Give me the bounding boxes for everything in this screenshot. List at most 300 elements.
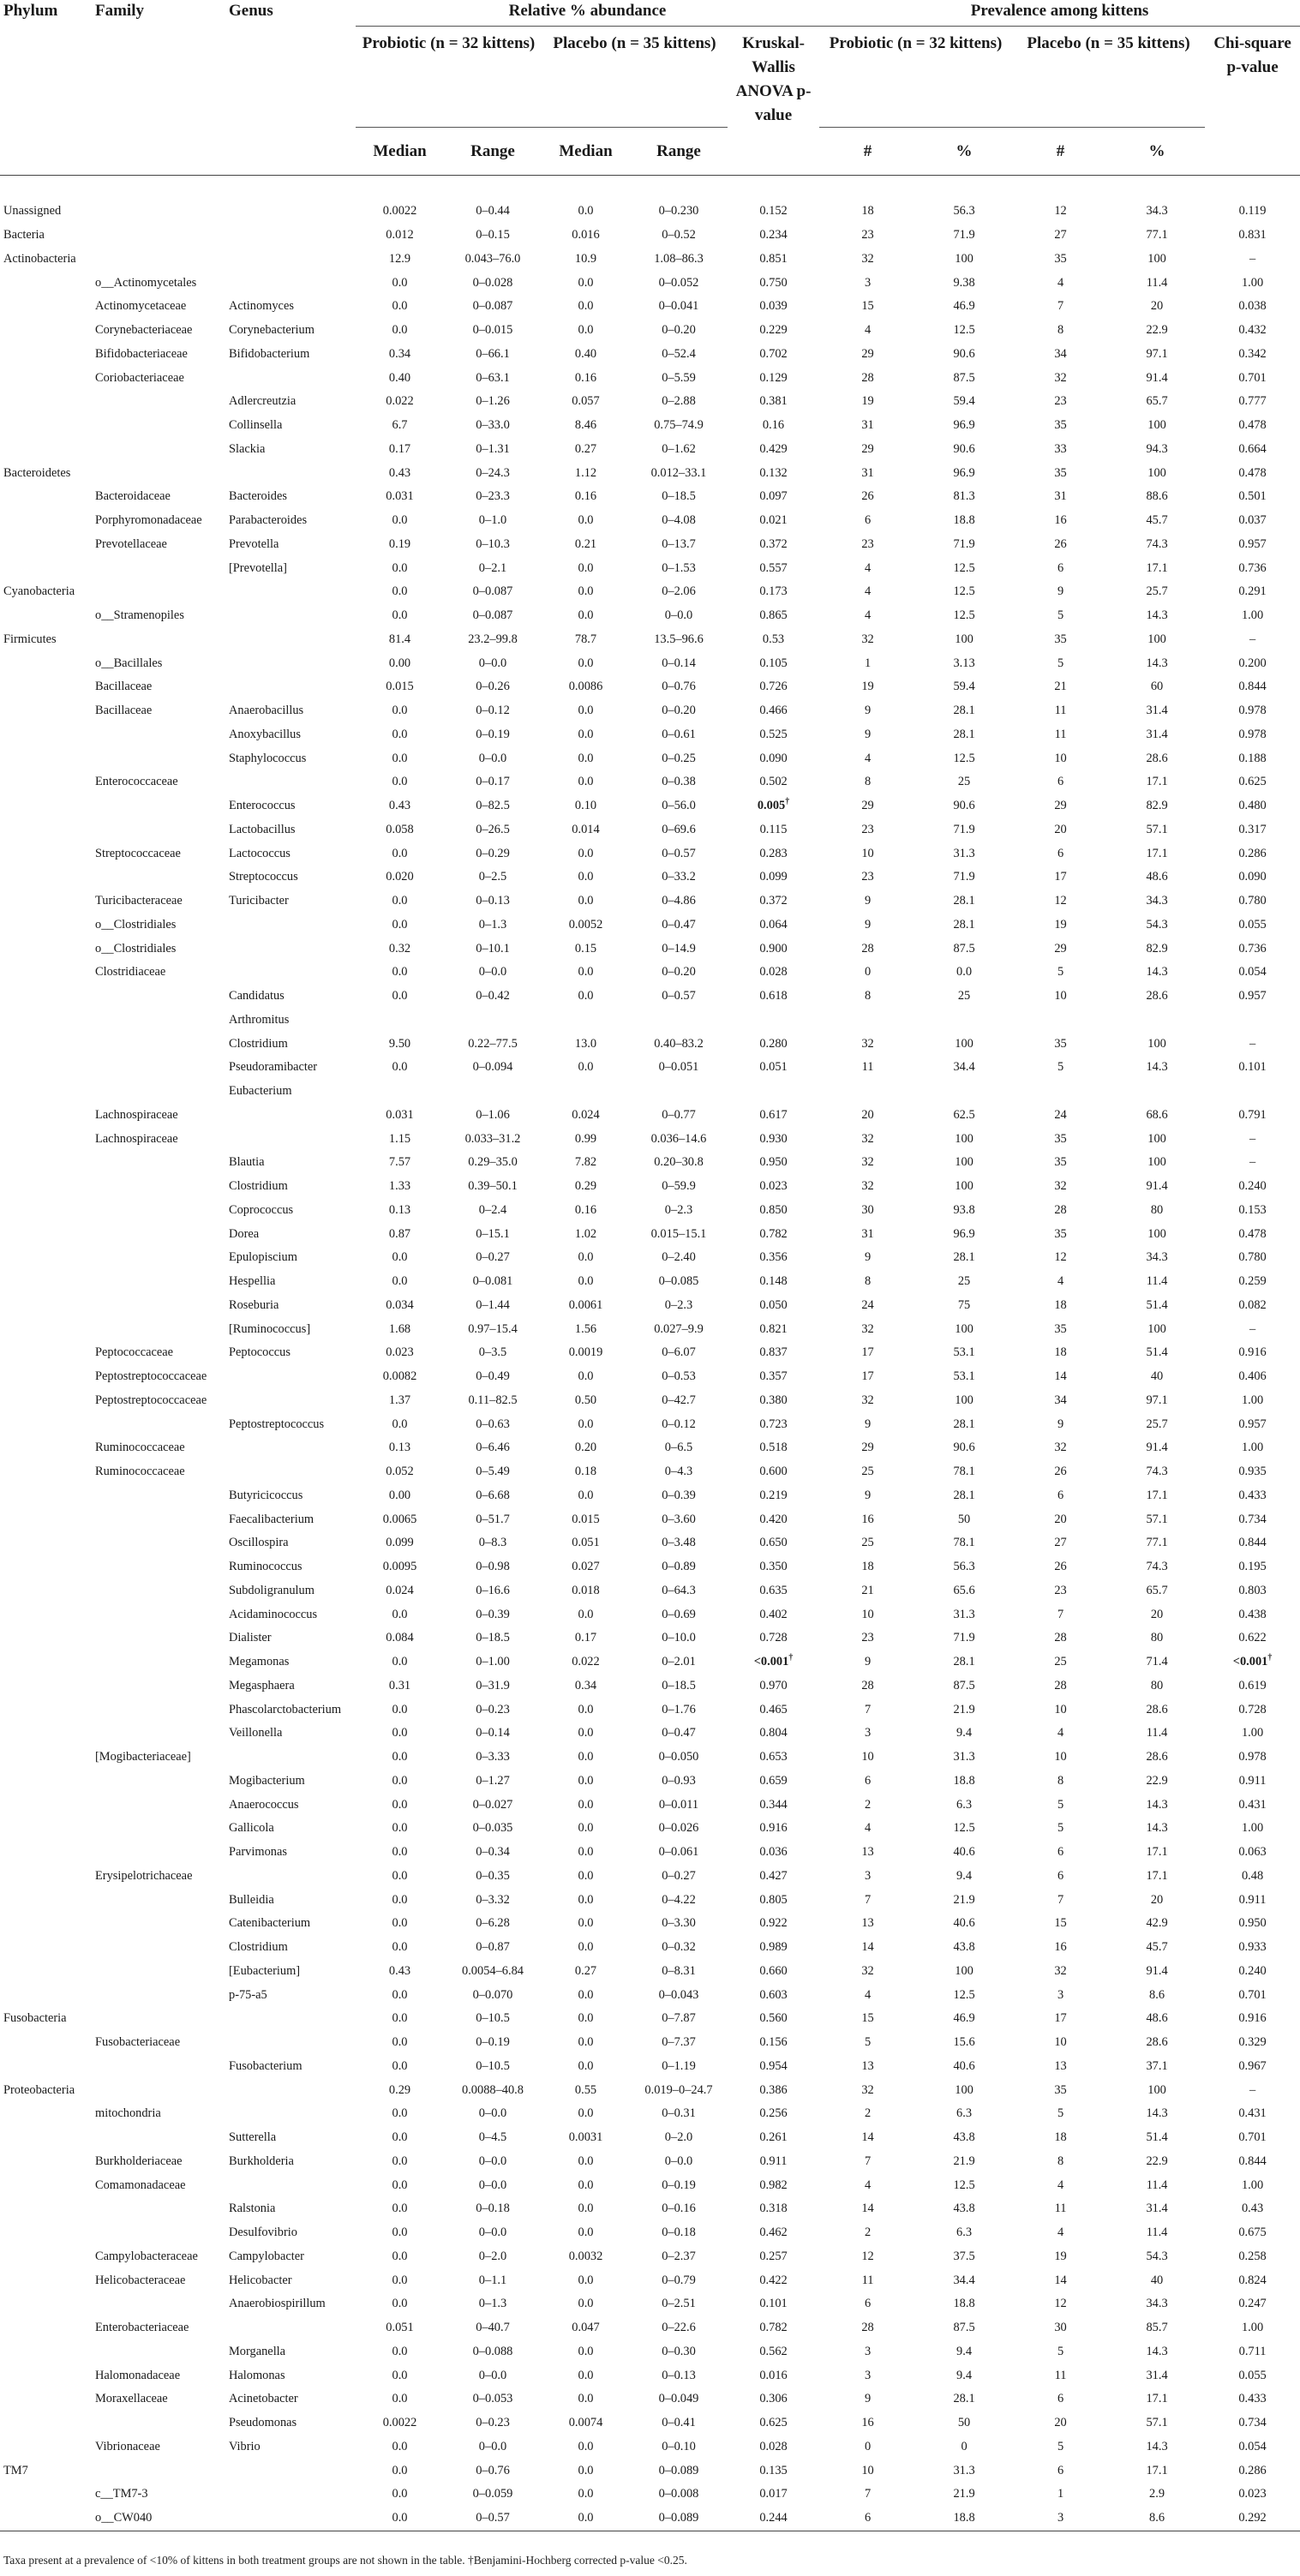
- cell-probiotic-percent: 9.38: [953, 275, 975, 290]
- cell-phylum: [0, 1531, 92, 1555]
- cell-probiotic-percent: 12.5: [953, 608, 975, 623]
- cell-placebo-range: 0–0.53: [662, 1369, 696, 1384]
- cell-placebo-median: 0.0: [578, 2344, 594, 2358]
- table-row: [0, 2221, 1300, 2245]
- cell-family: [92, 1960, 225, 1984]
- cell-placebo-count: 5: [1057, 656, 1064, 670]
- cell-genus: [225, 200, 356, 224]
- cell-placebo-count: 23: [1054, 394, 1067, 409]
- prevalence-header: Prevalence among kittens: [819, 0, 1300, 26]
- cell-family: Porphyromonadaceae: [95, 513, 202, 528]
- cell-probiotic-count: 32: [861, 1321, 874, 1336]
- cell-phylum: [0, 1983, 92, 2007]
- cell-placebo-range: 0–7.37: [662, 2035, 696, 2050]
- cell-probiotic-count: 3: [864, 1868, 872, 1883]
- cell-probiotic-range: 0–15.1: [476, 1226, 510, 1241]
- cell-phylum: [0, 2197, 92, 2221]
- cell-genus: [225, 651, 356, 675]
- cell-kruskal-p: 0.357: [759, 1369, 788, 1384]
- cell-placebo-count: 3: [1057, 1987, 1064, 2002]
- cell-placebo-range: 0–0.27: [662, 1868, 696, 1883]
- cell-family: Bacillaceae: [95, 680, 153, 694]
- cell-probiotic-median: 0.020: [386, 870, 414, 884]
- median-header: Median: [373, 141, 427, 160]
- cell-probiotic-range: 0–6.46: [476, 1441, 510, 1455]
- cell-family: [92, 176, 225, 201]
- table-row: [0, 2387, 1300, 2411]
- cell-probiotic-median: 0.0: [392, 2154, 408, 2168]
- cell-probiotic-median: 0.0: [392, 2249, 408, 2263]
- cell-placebo-median: 0.0032: [568, 2249, 603, 2263]
- cell-probiotic-count: 7: [864, 1702, 872, 1716]
- cell-probiotic-median: 1.37: [388, 1393, 411, 1407]
- cell-placebo-median: 0.0: [578, 584, 594, 599]
- cell-family: Lachnospiraceae: [95, 1107, 178, 1122]
- cell-probiotic-range: 0–33.0: [476, 418, 510, 433]
- cell-probiotic-percent: 28.1: [953, 727, 975, 741]
- cell-chi-square-p: 0.780: [1238, 894, 1267, 908]
- cell-placebo-range: 0.019–0–24.7: [644, 2082, 713, 2097]
- cell-kruskal-p: 0.017: [759, 2487, 788, 2501]
- cell-kruskal-p: 0.402: [759, 1607, 788, 1621]
- cell-probiotic-count: 11: [861, 2273, 874, 2287]
- cell-genus: Dorea: [229, 1226, 260, 1241]
- cell-probiotic-median: 0.0: [392, 1250, 408, 1265]
- cell-placebo-percent: 20: [1150, 1607, 1164, 1621]
- cell-chi-square-p: 0.478: [1238, 418, 1267, 433]
- cell-placebo-range: 0–0.061: [658, 1845, 699, 1860]
- cell-placebo-range: 0.036–14.6: [650, 1131, 707, 1146]
- count-header: #: [863, 141, 872, 160]
- cell-probiotic-count: 28: [861, 941, 874, 956]
- cell-family: [92, 1484, 225, 1508]
- cell-family: [92, 1579, 225, 1603]
- cell-genus: Morganella: [229, 2344, 286, 2358]
- cell-placebo-count: 27: [1054, 228, 1067, 243]
- cell-chi-square-p: 0.625: [1238, 775, 1267, 789]
- cell-phylum: [0, 271, 92, 295]
- cell-probiotic-median: 0.0: [392, 299, 408, 314]
- cell-kruskal-p: 0.557: [759, 560, 788, 575]
- cell-kruskal-p: 0.625: [759, 2416, 788, 2430]
- cell-placebo-percent: 28.6: [1146, 1702, 1168, 1716]
- cell-kruskal-p: 0.244: [759, 2511, 788, 2525]
- cell-genus: Streptococcus: [229, 870, 298, 884]
- cell-probiotic-median: 0.0: [392, 2106, 408, 2121]
- cell-probiotic-median: 0.0: [392, 1607, 408, 1621]
- cell-family: Comamonadaceae: [95, 2178, 186, 2192]
- cell-placebo-median: 0.27: [574, 441, 597, 456]
- cell-genus: Arthromitus: [229, 1012, 290, 1027]
- cell-probiotic-percent: 53.1: [953, 1369, 975, 1384]
- cell-phylum: [0, 1555, 92, 1579]
- cell-probiotic-median: 1.15: [388, 1131, 411, 1146]
- cell-placebo-range: 0–3.48: [662, 1536, 696, 1550]
- cell-chi-square-p: –: [1249, 2082, 1256, 2097]
- cell-placebo-median: 0.0: [578, 2202, 594, 2216]
- table-row: [0, 1936, 1300, 1960]
- cell-chi-square-p: 0.734: [1238, 2416, 1267, 2430]
- cell-probiotic-count: 31: [861, 418, 874, 433]
- cell-phylum: [0, 2340, 92, 2364]
- cell-family: [92, 1175, 225, 1199]
- cell-genus: Sutterella: [229, 2130, 277, 2145]
- cell-probiotic-percent: 59.4: [953, 680, 975, 694]
- cell-chi-square-p: 0.501: [1238, 489, 1267, 504]
- cell-family: o__CW040: [95, 2511, 153, 2525]
- cell-genus: [225, 770, 356, 794]
- cell-chi-square-p: 0.286: [1238, 2463, 1267, 2477]
- cell-placebo-percent: 65.7: [1146, 394, 1168, 409]
- cell-family: [92, 461, 225, 485]
- cell-chi-square-p: –: [1249, 1155, 1256, 1170]
- cell-placebo-median: 0.0: [578, 275, 594, 290]
- cell-placebo-count: 5: [1057, 965, 1064, 979]
- cell-probiotic-median: 0.0: [392, 1892, 408, 1907]
- table-row: [0, 556, 1300, 580]
- cell-chi-square-p: 0.777: [1238, 394, 1267, 409]
- cell-placebo-median: 0.0: [578, 1892, 594, 1907]
- cell-probiotic-count: 19: [861, 394, 874, 409]
- cell-placebo-range: 0–1.53: [662, 560, 696, 575]
- cell-chi-square-p: –: [1249, 1321, 1256, 1336]
- cell-probiotic-median: 0.058: [386, 822, 414, 836]
- cell-kruskal-p: 0.021: [759, 513, 788, 528]
- cell-placebo-count: [1012, 176, 1109, 201]
- cell-probiotic-count: 2: [864, 1797, 872, 1812]
- table-row: [0, 1294, 1300, 1318]
- table-row: [0, 2173, 1300, 2197]
- relative-abundance-header: Relative % abundance: [356, 0, 819, 26]
- cell-probiotic-percent: 78.1: [953, 1465, 975, 1479]
- cell-placebo-median: 0.34: [574, 1678, 597, 1692]
- cell-placebo-count: 35: [1054, 418, 1067, 433]
- cell-placebo-count: 32: [1054, 370, 1067, 385]
- cell-placebo-median: 0.0: [578, 2273, 594, 2287]
- cell-chi-square-p: 0.911: [1238, 1892, 1267, 1907]
- cell-probiotic-median: 0.024: [386, 1583, 414, 1597]
- cell-family: Prevotellaceae: [95, 536, 167, 551]
- cell-probiotic-range: 0–0.63: [476, 1417, 510, 1431]
- table-row: [0, 1317, 1300, 1341]
- cell-family: [92, 1056, 225, 1080]
- cell-placebo-percent: 71.4: [1146, 1655, 1168, 1669]
- cell-probiotic-percent: 12.5: [953, 2178, 975, 2192]
- cell-phylum: [0, 1294, 92, 1318]
- cell-probiotic-median: 0.0: [392, 917, 408, 932]
- cell-probiotic-range: 0–1.0: [478, 513, 507, 528]
- cell-kruskal-p: 0.518: [759, 1441, 788, 1455]
- cell-placebo-count: 12: [1054, 2297, 1067, 2311]
- table-row: [0, 985, 1300, 1009]
- cell-probiotic-count: 29: [861, 1441, 874, 1455]
- cell-placebo-range: 0–18.5: [662, 489, 696, 504]
- cell-kruskal-p: 0.525: [759, 727, 788, 741]
- cell-placebo-percent: 11.4: [1146, 1726, 1168, 1740]
- table-row: [0, 937, 1300, 961]
- cell-kruskal-p: 0.782: [759, 2321, 788, 2335]
- cell-placebo-range: 0–59.9: [662, 1179, 696, 1194]
- cell-placebo-range: 0–5.59: [662, 370, 696, 385]
- cell-family: Peptostreptococcaceae: [95, 1393, 207, 1407]
- cell-kruskal-p: 0.989: [759, 1940, 788, 1955]
- cell-placebo-median: 0.99: [574, 1131, 597, 1146]
- cell-phylum: [0, 1317, 92, 1341]
- cell-placebo-range: 0–56.0: [662, 799, 696, 813]
- cell-kruskal-p: 0.028: [759, 2439, 788, 2453]
- cell-probiotic-count: 7: [864, 2487, 872, 2501]
- cell-probiotic-median: 0.13: [388, 1441, 411, 1455]
- cell-placebo-percent: 20: [1150, 299, 1164, 314]
- cell-placebo-range: 0.75–74.9: [654, 418, 704, 433]
- cell-placebo-count: 4: [1057, 2226, 1064, 2240]
- cell-placebo-median: 0.50: [574, 1393, 597, 1407]
- cell-placebo-count: 10: [1054, 2035, 1067, 2050]
- cell-placebo-percent: 11.4: [1146, 2226, 1168, 2240]
- cell-probiotic-count: 15: [861, 299, 874, 314]
- cell-genus: Corynebacterium: [229, 323, 315, 338]
- cell-probiotic-percent: 59.4: [953, 394, 975, 409]
- cell-kruskal-p: 0.386: [759, 2082, 788, 2097]
- cell-phylum: [0, 890, 92, 914]
- cell-probiotic-percent: 43.8: [953, 1940, 975, 1955]
- cell-phylum: [0, 438, 92, 462]
- cell-probiotic-median: 0.0: [392, 1750, 408, 1764]
- cell-probiotic-percent: 71.9: [953, 822, 975, 836]
- cell-probiotic-median: 0.0: [392, 1821, 408, 1836]
- cell-probiotic-range: 0–0.39: [476, 1607, 510, 1621]
- probiotic-abundance-header: Probiotic (n = 32 kittens): [356, 26, 542, 128]
- cell-probiotic-range: 0–0.0: [478, 2439, 507, 2453]
- cell-placebo-percent: 40: [1150, 2273, 1164, 2287]
- cell-probiotic-percent: 21.9: [953, 2154, 975, 2168]
- cell-kruskal-p: 0.050: [759, 1297, 788, 1312]
- table-row: [0, 746, 1300, 770]
- cell-probiotic-count: 3: [864, 275, 872, 290]
- cell-genus: Vibrio: [229, 2439, 261, 2453]
- cell-probiotic-percent: 0.0: [956, 965, 973, 979]
- cell-probiotic-count: 10: [861, 846, 874, 860]
- cell-probiotic-range: 0–0.19: [476, 2035, 510, 2050]
- cell-probiotic-median: 0.0: [392, 1868, 408, 1883]
- table-row: [0, 2245, 1300, 2269]
- cell-probiotic-range: 0–0.0: [478, 751, 507, 765]
- cell-phylum: [0, 2126, 92, 2150]
- cell-placebo-count: 30: [1054, 2321, 1067, 2335]
- cell-placebo-median: 0.0: [578, 1250, 594, 1265]
- cell-kruskal-p: 0.372: [759, 536, 788, 551]
- cell-probiotic-percent: 100: [955, 1179, 974, 1194]
- cell-probiotic-percent: 28.1: [953, 1488, 975, 1502]
- cell-family: [92, 866, 225, 890]
- cell-placebo-count: 17: [1054, 870, 1067, 884]
- cell-family: [92, 2055, 225, 2079]
- cell-placebo-count: 34: [1054, 346, 1067, 361]
- cell-family: [92, 2007, 225, 2031]
- cell-placebo-range: 0–0.043: [658, 1987, 699, 2002]
- cell-kruskal-p: 0.051: [759, 1060, 788, 1075]
- cell-probiotic-count: 32: [861, 632, 874, 646]
- cell-family: [92, 794, 225, 818]
- cell-probiotic-median: [356, 1009, 444, 1033]
- count-header: #: [1056, 141, 1065, 160]
- cell-placebo-count: 4: [1057, 1274, 1064, 1289]
- cell-probiotic-range: 0.97–15.4: [468, 1321, 518, 1336]
- cell-probiotic-range: 0–2.1: [478, 560, 507, 575]
- cell-probiotic-percent: 100: [955, 1963, 974, 1978]
- cell-phylum: [0, 1698, 92, 1722]
- cell-probiotic-count: 18: [861, 204, 874, 219]
- cell-probiotic-percent: 28.1: [953, 1655, 975, 1669]
- cell-kruskal-p: 0.016: [759, 2368, 788, 2382]
- cell-probiotic-count: 23: [861, 228, 874, 243]
- cell-chi-square-p: 0.664: [1238, 441, 1267, 456]
- cell-family: [92, 1603, 225, 1626]
- cell-placebo-range: 0–0.0: [664, 2154, 693, 2168]
- cell-placebo-median: 0.0031: [568, 2130, 603, 2145]
- cell-phylum: [0, 914, 92, 938]
- cell-probiotic-percent: 90.6: [953, 799, 975, 813]
- table-row: [0, 770, 1300, 794]
- cell-kruskal-p: 0.930: [759, 1131, 788, 1146]
- cell-genus: Subdoligranulum: [229, 1583, 315, 1597]
- cell-placebo-median: 0.0: [578, 2035, 594, 2050]
- cell-probiotic-range: 0–0.87: [476, 1940, 510, 1955]
- table-row: [0, 200, 1300, 224]
- table-row: [0, 1056, 1300, 1080]
- cell-probiotic-range: 0–16.6: [476, 1583, 510, 1597]
- cell-probiotic-median: 0.031: [386, 489, 414, 504]
- cell-placebo-range: 0–0.89: [662, 1560, 696, 1574]
- cell-placebo-median: 0.0: [578, 1845, 594, 1860]
- cell-family: [92, 1626, 225, 1650]
- median-header: Median: [559, 141, 613, 160]
- cell-probiotic-percent: 40.6: [953, 1845, 975, 1860]
- cell-family: Enterococcaceae: [95, 775, 178, 789]
- cell-placebo-range: 0–2.0: [664, 2130, 693, 2145]
- cell-probiotic-range: 0–0.23: [476, 1702, 510, 1716]
- cell-kruskal-p: 0.560: [759, 2011, 788, 2026]
- cell-phylum: [0, 176, 92, 201]
- cell-genus: Campylobacter: [229, 2249, 304, 2263]
- cell-genus: [225, 2078, 356, 2102]
- cell-genus: p-75-a5: [229, 1987, 267, 2002]
- table-row: [0, 675, 1300, 699]
- cell-family: Erysipelotrichaceae: [95, 1868, 193, 1883]
- cell-placebo-median: 0.0: [578, 1916, 594, 1931]
- cell-placebo-median: 0.0: [578, 299, 594, 314]
- cell-placebo-range: 0–13.7: [662, 536, 696, 551]
- cell-placebo-median: 0.0086: [568, 680, 603, 694]
- cell-probiotic-percent: 28.1: [953, 704, 975, 718]
- cell-genus: [225, 604, 356, 628]
- cell-genus: [Eubacterium]: [229, 1963, 301, 1978]
- cell-probiotic-median: 12.9: [388, 251, 411, 266]
- cell-probiotic-median: 0.29: [388, 2082, 411, 2097]
- cell-probiotic-count: 23: [861, 822, 874, 836]
- cell-probiotic-median: 0.0: [392, 323, 408, 338]
- table-row: [0, 1698, 1300, 1722]
- cell-probiotic-median: 0.0: [392, 1417, 408, 1431]
- cell-phylum: [0, 1674, 92, 1698]
- cell-genus: Candidatus: [229, 989, 285, 1003]
- cell-probiotic-median: 0.17: [388, 441, 411, 456]
- cell-probiotic-count: 2: [864, 2226, 872, 2240]
- cell-placebo-count: 26: [1054, 1465, 1067, 1479]
- cell-kruskal-p: 0.132: [759, 465, 788, 480]
- table-row: [0, 1507, 1300, 1531]
- cell-genus: Megamonas: [229, 1655, 290, 1669]
- cell-placebo-count: 28: [1054, 1631, 1067, 1645]
- cell-probiotic-percent: 25: [957, 1274, 971, 1289]
- cell-kruskal-p: 0.618: [759, 989, 788, 1003]
- cell-probiotic-count: 9: [864, 727, 872, 741]
- cell-probiotic-range: 0–8.3: [478, 1536, 507, 1550]
- cell-placebo-median: 0.0: [578, 2226, 594, 2240]
- cell-placebo-count: 6: [1057, 1868, 1064, 1883]
- cell-genus: Megasphaera: [229, 1678, 295, 1692]
- cell-placebo-median: 0.0: [578, 608, 594, 623]
- cell-chi-square-p: 0.844: [1238, 1536, 1267, 1550]
- cell-phylum: [0, 1412, 92, 1436]
- cell-placebo-count: 7: [1057, 299, 1064, 314]
- cell-probiotic-median: 0.0: [392, 2011, 408, 2026]
- cell-probiotic-range: 0–51.7: [476, 1512, 510, 1526]
- cell-kruskal-p: 0.617: [759, 1107, 788, 1122]
- cell-probiotic-percent: 6.3: [956, 2106, 973, 2121]
- cell-genus: [225, 2031, 356, 2055]
- cell-genus: Turicibacter: [229, 894, 289, 908]
- cell-family: [92, 746, 225, 770]
- cell-placebo-range: 0–0.20: [662, 704, 696, 718]
- cell-probiotic-percent: 0: [961, 2439, 968, 2453]
- cell-chi-square-p: 0.090: [1238, 870, 1267, 884]
- table-row: [0, 1793, 1300, 1817]
- cell-family: [92, 1912, 225, 1936]
- cell-placebo-percent: 100: [1147, 465, 1166, 480]
- cell-phylum: [0, 699, 92, 723]
- cell-probiotic-range: 0–1.00: [476, 1655, 510, 1669]
- cell-genus: Prevotella: [229, 536, 279, 551]
- cell-family: Vibrionaceae: [95, 2439, 160, 2453]
- cell-probiotic-median: [356, 176, 444, 201]
- cell-placebo-percent: 17.1: [1146, 2392, 1168, 2406]
- cell-kruskal-p: 0.039: [759, 299, 788, 314]
- cell-placebo-percent: 45.7: [1146, 1940, 1168, 1955]
- cell-probiotic-percent: 12.5: [953, 1821, 975, 1836]
- cell-probiotic-count: 15: [861, 2011, 874, 2026]
- cell-genus: [225, 580, 356, 604]
- cell-probiotic-range: 0–0.13: [476, 894, 510, 908]
- cell-probiotic-percent: 65.6: [953, 1583, 975, 1597]
- cell-placebo-range: 0–10.0: [662, 1631, 696, 1645]
- cell-placebo-median: 0.0019: [568, 1345, 603, 1360]
- table-row: [0, 1770, 1300, 1794]
- table-row: [0, 1127, 1300, 1151]
- cell-phylum: [0, 2173, 92, 2197]
- cell-probiotic-range: 0–0.087: [472, 299, 513, 314]
- cell-phylum: [0, 1722, 92, 1746]
- cell-placebo-median: 0.0: [578, 1797, 594, 1812]
- cell-placebo-median: 0.0: [578, 751, 594, 765]
- table-row: [0, 604, 1300, 628]
- cell-probiotic-median: 0.0: [392, 2226, 408, 2240]
- cell-probiotic-median: 0.015: [386, 680, 414, 694]
- cell-placebo-median: 0.0: [578, 2106, 594, 2121]
- cell-placebo-count: 28: [1054, 1202, 1067, 1217]
- cell-placebo-range: 0–0.38: [662, 775, 696, 789]
- cell-genus: [225, 628, 356, 652]
